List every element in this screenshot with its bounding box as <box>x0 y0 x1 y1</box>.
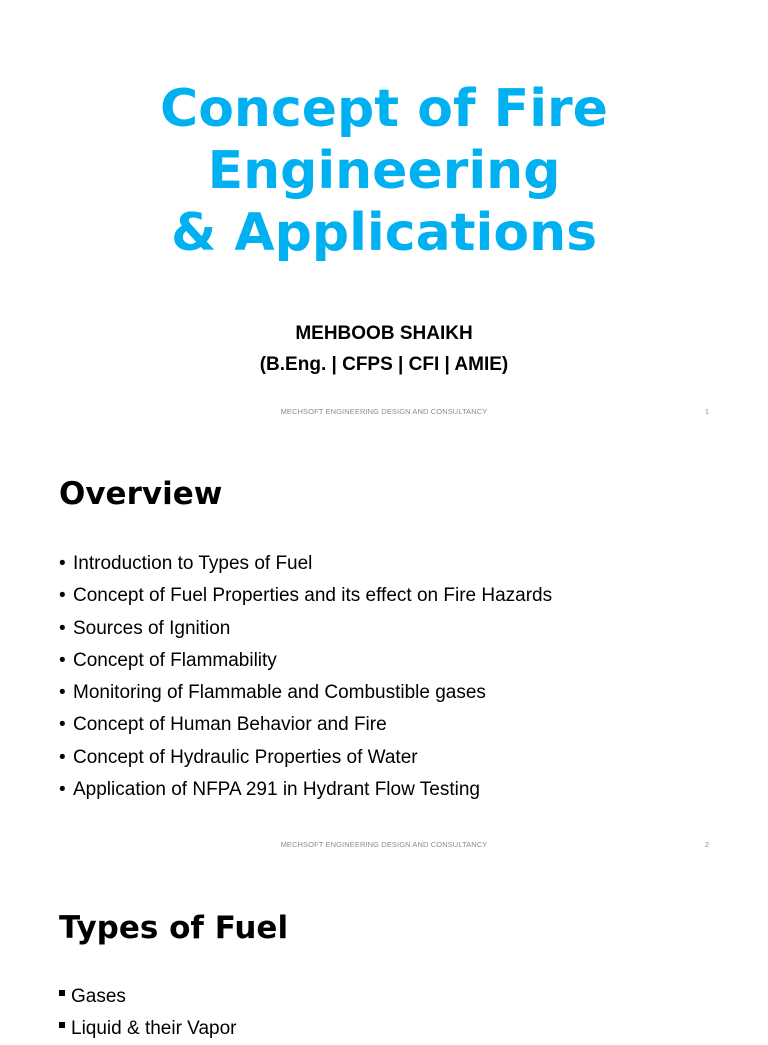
bullet-text: Application of NFPA 291 in Hydrant Flow Testing <box>73 779 480 801</box>
bullet-text: Sources of Ignition <box>73 617 231 639</box>
slide-heading: Types of Fuel <box>59 910 289 946</box>
bullet-item <box>59 774 552 806</box>
title-line: & Applications <box>170 203 598 263</box>
slide-title <box>0 0 768 432</box>
author-block <box>0 318 768 380</box>
bullet-text: Liquid & their Vapor <box>71 1018 237 1039</box>
bullet-list <box>59 981 236 1045</box>
bullet-item <box>59 677 552 709</box>
presentation-title <box>0 78 768 264</box>
bullet-item <box>59 645 552 677</box>
bullet-item <box>59 548 552 580</box>
bullet-item <box>59 981 236 1013</box>
bullet-dot-icon: • <box>59 553 66 574</box>
bullet-dot-icon: • <box>59 746 66 768</box>
footer-company: MECHSOFT ENGINEERING DESIGN AND CONSULTANCY <box>280 407 488 416</box>
author-credentials: (B.Eng. | CFPS | CFI | AMIE) <box>259 354 509 375</box>
slide-overview <box>0 432 768 864</box>
bullet-dot-icon: • <box>59 682 66 704</box>
square-bullet-icon <box>59 1022 65 1028</box>
bullet-item <box>59 709 552 741</box>
bullet-text: Concept of Flammability <box>73 649 277 671</box>
bullet-item <box>59 613 552 645</box>
bullet-list <box>59 548 552 806</box>
footer-company: MECHSOFT ENGINEERING DESIGN AND CONSULTANCY <box>280 840 488 849</box>
bullet-text: Monitoring of Flammable and Combustible gases <box>73 682 486 704</box>
bullet-dot-icon: • <box>59 649 66 671</box>
author-name: MEHBOOB SHAIKH <box>295 323 473 344</box>
square-bullet-icon <box>59 990 65 996</box>
title-line: Concept of Fire <box>160 79 608 139</box>
slide-heading: Overview <box>59 476 223 512</box>
bullet-dot-icon: • <box>59 617 66 639</box>
bullet-dot-icon: • <box>59 779 66 801</box>
bullet-item <box>59 580 552 612</box>
bullet-item <box>59 742 552 774</box>
title-line: Engineering <box>207 141 561 201</box>
page-number: 1 <box>704 407 709 416</box>
bullet-text: Concept of Hydraulic Properties of Water <box>73 746 418 768</box>
bullet-dot-icon: • <box>59 585 66 607</box>
page-number: 2 <box>704 840 709 849</box>
bullet-text: Gases <box>71 986 126 1007</box>
bullet-text: Concept of Fuel Properties and its effect on Fire Hazards <box>73 585 553 607</box>
bullet-dot-icon: • <box>59 714 66 736</box>
bullet-text: Concept of Human Behavior and Fire <box>73 714 387 736</box>
bullet-item <box>59 1013 236 1045</box>
slide-types-of-fuel <box>0 864 768 1039</box>
bullet-text: Introduction to Types of Fuel <box>73 553 313 574</box>
